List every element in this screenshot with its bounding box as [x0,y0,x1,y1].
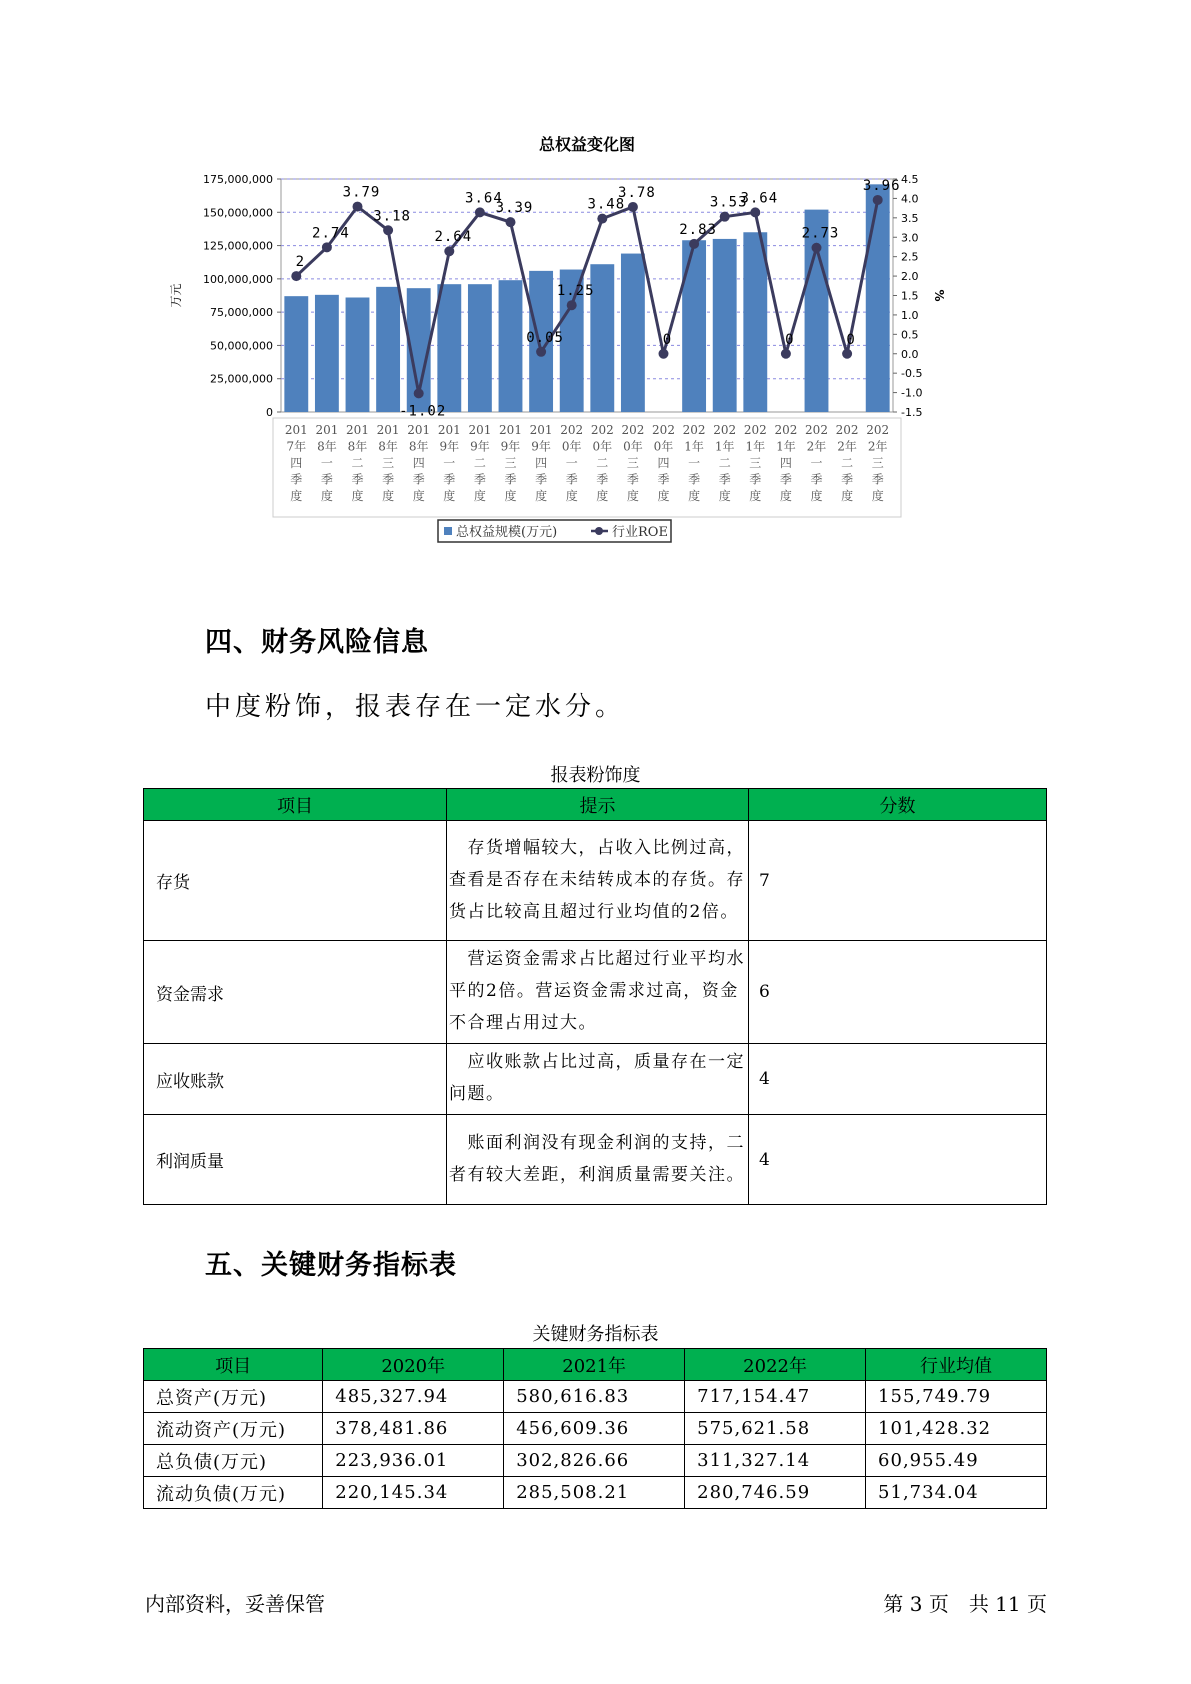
x-tick-label: 度 [565,489,578,503]
bar [284,296,308,412]
risk-hint: 存货增幅较大，占收入比例过高，查看是否存在未结转成本的存货。存货占比较高且超过行业均值的2倍。 [447,821,749,941]
x-tick-label: 202 [805,423,828,437]
right-axis-tick-label: 4.5 [901,173,919,186]
x-tick-label: 三 [749,456,762,470]
right-axis-tick-label: 1.0 [901,308,919,322]
x-tick-label: 二 [473,456,486,470]
risk-header-hint: 提示 [447,789,749,821]
x-tick-label: 季 [596,472,609,487]
x-tick-label: 201 [346,423,369,437]
risk-hint: 账面利润没有现金利润的支持，二者有较大差距，利润质量需要关注。 [447,1115,749,1205]
roe-data-label: 2.64 [434,229,473,246]
risk-header-item: 项目 [144,789,447,821]
bar [713,239,737,412]
right-axis-label: % [932,289,946,302]
roe-data-label: 3.53 [709,194,748,211]
x-tick-label: 度 [443,489,456,503]
roe-point [506,217,516,227]
x-tick-label: 二 [841,456,854,470]
x-tick-label: 0年 [561,439,582,454]
roe-data-label: 0 [785,331,795,348]
x-tick-label: 季 [871,472,884,487]
indicator-header-2022: 2022年 [685,1349,866,1381]
x-tick-label: 季 [473,472,486,487]
x-tick-label: 202 [835,423,859,437]
legend-bar-swatch [444,527,452,535]
x-tick-label: 季 [810,472,823,487]
x-tick-label: 一 [565,456,578,470]
x-tick-label: 度 [871,489,884,503]
risk-summary-text: 中度粉饰，报表存在一定水分。 [205,692,626,722]
left-axis-tick-label: 0 [266,406,273,419]
roe-point [322,242,332,252]
bar [621,254,645,412]
x-tick-label: 2年 [806,439,827,454]
roe-data-label: 2.74 [312,225,350,242]
risk-section-heading: 四、财务风险信息 [205,627,429,658]
indicator-item: 总资产(万元) [144,1381,323,1413]
x-tick-label: 8年 [317,439,337,454]
x-tick-label: 201 [407,423,431,437]
x-tick-label: 一 [688,456,701,470]
x-tick-label: 度 [320,489,333,503]
x-tick-label: 季 [718,472,731,487]
indicator-value: 223,936.01 [323,1445,504,1477]
x-tick-label: 季 [320,472,333,487]
x-tick-label: 度 [382,489,395,503]
x-tick-label: 度 [810,489,823,503]
risk-table-header-row [144,789,1047,821]
x-tick-label: 8年 [347,439,368,454]
roe-point [353,202,363,212]
right-axis-tick-label: 3.0 [901,231,919,245]
indicator-value: 575,621.58 [685,1413,866,1445]
risk-header-score: 分数 [749,789,1047,821]
roe-point [812,243,822,253]
x-tick-label: 四 [657,456,670,470]
x-tick-label: 四 [779,456,792,470]
x-tick-label: 202 [743,423,767,437]
indicator-value: 302,826.66 [504,1445,685,1477]
x-tick-label: 一 [443,456,456,470]
indicator-table [143,1348,1047,1509]
roe-data-label: 3.64 [465,190,503,207]
x-tick-label: 1年 [714,439,735,454]
indicator-value: 311,327.14 [685,1445,866,1477]
x-tick-label: 1年 [684,439,704,454]
x-tick-label: 季 [565,472,578,487]
x-tick-label: 二 [596,456,609,470]
risk-hint: 营运资金需求占比超过行业平均水平的2倍。营运资金需求过高，资金不合理占用过大。 [447,941,749,1044]
roe-point [781,349,791,359]
legend-line-marker [595,527,603,535]
roe-data-label: 2.83 [679,221,717,238]
x-tick-label: 四 [290,456,303,470]
x-tick-label: 9年 [439,439,460,454]
indicator-value: 485,327.94 [323,1381,504,1413]
indicator-value: 155,749.79 [866,1381,1047,1413]
x-tick-label: 季 [841,472,854,487]
x-tick-label: 202 [621,423,645,437]
risk-score: 7 [749,821,1047,941]
x-tick-label: 度 [535,489,548,503]
x-tick-label: 201 [315,423,339,437]
x-tick-label: 季 [749,472,762,487]
x-tick-label: 9年 [500,439,521,454]
right-axis-tick-label: 0.0 [901,347,919,361]
roe-point [597,214,607,224]
risk-score: 6 [749,941,1047,1044]
footer-page-number: 第 3 页 共 11 页 [883,1592,1047,1616]
indicator-value: 60,955.49 [866,1445,1047,1477]
bar [437,284,461,412]
indicator-value: 280,746.59 [685,1477,866,1509]
x-tick-label: 202 [713,423,737,437]
bar [499,280,523,412]
right-axis-tick-label: 2.5 [901,250,919,264]
x-tick-label: 度 [841,489,854,503]
left-axis-tick-label: 25,000,000 [210,372,273,386]
indicator-item: 流动资产(万元) [144,1413,323,1445]
x-tick-label: 1年 [745,439,766,454]
roe-point [842,349,852,359]
x-tick-label: 季 [290,472,303,487]
left-axis-tick-label: 175,000,000 [203,173,273,186]
indicator-value: 220,145.34 [323,1477,504,1509]
roe-point [659,349,669,359]
x-tick-label: 二 [718,456,731,470]
right-axis-tick-label: -0.5 [901,367,923,381]
right-axis-tick-label: 2.0 [901,270,919,284]
roe-point [444,246,454,256]
right-axis-tick-label: 4.0 [901,192,919,206]
x-tick-label: 201 [284,423,308,437]
indicator-item: 流动负债(万元) [144,1477,323,1509]
x-tick-label: 三 [626,456,639,470]
x-tick-label: 7年 [286,439,307,454]
x-tick-label: 201 [437,423,461,437]
x-tick-label: 度 [473,489,486,503]
roe-point [475,207,485,217]
table-row [144,1044,1047,1115]
bar [346,297,370,412]
x-tick-label: 一 [810,456,823,470]
risk-hint: 应收账款占比过高，质量存在一定问题。 [447,1044,749,1115]
x-tick-label: 度 [596,489,609,503]
bar [468,284,492,412]
x-tick-label: 202 [560,423,584,437]
x-tick-label: 三 [382,456,395,470]
x-tick-label: 度 [504,489,517,503]
indicator-value: 51,734.04 [866,1477,1047,1509]
x-tick-label: 季 [382,472,395,487]
left-axis-tick-label: 50,000,000 [210,339,273,353]
bar [866,184,890,412]
chart-svg [150,135,1050,595]
table-row [144,941,1047,1044]
x-tick-label: 季 [535,472,548,487]
roe-point [720,212,730,222]
indicator-value: 285,508.21 [504,1477,685,1509]
risk-score: 4 [749,1115,1047,1205]
roe-data-label: 0 [846,331,856,348]
x-tick-label: 9年 [531,439,551,454]
x-tick-label: 季 [443,472,456,487]
x-tick-label: 202 [682,423,706,437]
x-tick-label: 四 [412,456,425,470]
x-tick-label: 2年 [837,439,857,454]
indicator-value: 101,428.32 [866,1413,1047,1445]
x-tick-label: 202 [774,423,798,437]
right-axis-tick-label: -1.5 [901,406,923,419]
risk-table [143,788,1047,1205]
risk-item: 存货 [144,821,447,941]
x-tick-label: 季 [504,472,517,487]
roe-point [383,225,393,235]
right-axis-tick-label: -1.0 [901,386,923,400]
roe-point [689,239,699,249]
x-tick-label: 度 [749,489,762,503]
x-tick-label: 季 [688,472,701,487]
x-tick-label: 季 [351,472,364,487]
roe-data-label: 0.05 [526,329,564,346]
indicator-value: 378,481.86 [323,1413,504,1445]
bar [682,240,706,412]
left-axis-tick-label: 125,000,000 [203,239,273,253]
x-tick-label: 201 [499,423,522,437]
bar [315,295,339,412]
roe-point [750,207,760,217]
indicator-section-heading: 五、关键财务指标表 [205,1250,457,1281]
x-tick-label: 0年 [653,439,674,454]
x-tick-label: 度 [412,489,425,503]
x-tick-label: 度 [657,489,670,503]
roe-point [536,347,546,357]
roe-data-label: 3.48 [587,196,626,213]
roe-data-label: 3.18 [373,208,411,225]
risk-item: 利润质量 [144,1115,447,1205]
x-tick-label: 三 [504,456,517,470]
x-tick-label: 2年 [867,439,888,454]
indicator-value: 456,609.36 [504,1413,685,1445]
left-axis-label: 万元 [169,283,183,308]
right-axis-tick-label: 0.5 [901,328,919,342]
x-tick-label: 四 [535,456,548,470]
risk-item: 资金需求 [144,941,447,1044]
roe-data-label: 3.96 [862,177,901,194]
x-tick-label: 201 [468,423,492,437]
x-tick-label: 202 [590,423,614,437]
table-row [144,1445,1047,1477]
x-tick-label: 度 [779,489,792,503]
x-tick-label: 度 [290,489,303,503]
x-tick-label: 201 [529,423,553,437]
x-tick-label: 度 [688,489,701,503]
x-tick-label: 8年 [378,439,398,454]
roe-point [567,300,577,310]
x-tick-label: 201 [376,423,400,437]
indicator-value: 580,616.83 [504,1381,685,1413]
x-tick-label: 季 [412,472,425,487]
x-tick-label: 季 [657,472,670,487]
table-row [144,1413,1047,1445]
right-axis-tick-label: 3.5 [901,211,919,225]
table-row [144,1115,1047,1205]
table-row [144,1381,1047,1413]
roe-point [628,202,638,212]
risk-table-caption: 报表粉饰度 [550,765,641,786]
indicator-table-header-row [144,1349,1047,1381]
x-tick-label: 三 [871,456,884,470]
table-row [144,1477,1047,1509]
x-tick-label: 季 [626,472,639,487]
footer-confidential-note: 内部资料，妥善保管 [145,1592,325,1616]
roe-data-label: 3.79 [342,184,381,201]
left-axis-tick-label: 75,000,000 [210,306,273,320]
x-tick-label: 202 [866,423,890,437]
left-axis-tick-label: 100,000,000 [203,272,273,286]
risk-item: 应收账款 [144,1044,447,1115]
roe-data-label: 2 [295,254,306,271]
x-tick-label: 度 [351,489,364,503]
x-tick-label: 二 [351,456,364,470]
roe-data-label: 3.39 [495,200,534,217]
roe-data-label: 1.25 [556,283,595,300]
indicator-header-2020: 2020年 [323,1349,504,1381]
x-tick-label: 8年 [408,439,429,454]
equity-change-chart [150,135,1050,595]
indicator-header-item: 项目 [144,1349,323,1381]
legend-line-label: 行业ROE [612,525,668,540]
right-axis-tick-label: 1.5 [901,289,919,303]
x-tick-label: 季 [779,472,792,487]
indicator-value: 717,154.47 [685,1381,866,1413]
roe-data-label: 3.64 [740,190,779,207]
x-tick-label: 度 [626,489,639,503]
indicator-header-industry-avg: 行业均值 [866,1349,1047,1381]
roe-data-label: 2.73 [801,225,840,242]
x-tick-label: 1年 [776,439,796,454]
x-tick-label: 0年 [623,439,643,454]
x-tick-label: 度 [718,489,731,503]
roe-point [291,271,301,281]
x-tick-label: 一 [320,456,333,470]
bar [743,232,767,412]
roe-point [414,388,424,398]
x-tick-label: 0年 [592,439,613,454]
bar [376,287,400,412]
roe-data-label: -1.02 [399,403,447,420]
roe-point [873,195,883,205]
risk-score: 4 [749,1044,1047,1115]
indicator-table-caption: 关键财务指标表 [532,1324,659,1345]
roe-data-label: 0 [662,331,673,348]
x-tick-label: 202 [652,423,675,437]
roe-data-label: 3.78 [618,184,656,201]
chart-title: 总权益变化图 [538,135,636,154]
table-row [144,821,1047,941]
x-tick-label: 9年 [470,439,490,454]
indicator-header-2021: 2021年 [504,1349,685,1381]
left-axis-tick-label: 150,000,000 [203,206,273,220]
legend-bar-label: 总权益规模(万元) [456,525,558,540]
indicator-item: 总负债(万元) [144,1445,323,1477]
